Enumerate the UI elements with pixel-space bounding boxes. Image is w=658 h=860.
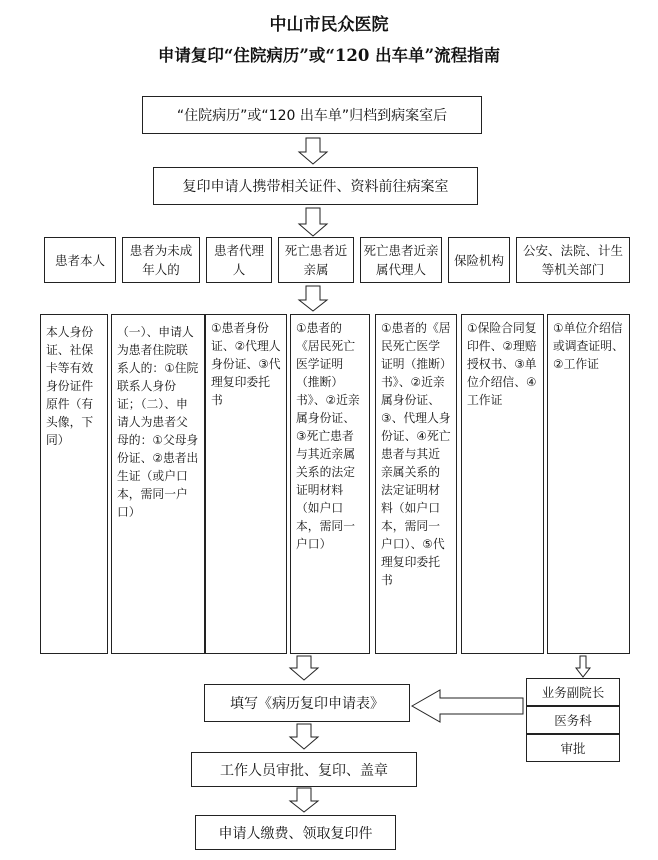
- page-title: 申请复印“住院病历”或“120 出车单”流程指南: [157, 46, 501, 65]
- down-arrow-2: [299, 208, 327, 236]
- docs-patient-self: 本人身份证、社保卡等有效身份证件原件（有头像，下同）: [40, 314, 108, 654]
- approval-vice-president: 业务副院长: [526, 678, 620, 706]
- step-fill-form: 填写《病历复印申请表》: [204, 684, 410, 722]
- down-arrow-4: [290, 656, 318, 680]
- category-patient-self: 患者本人: [44, 237, 116, 283]
- docs-minor-patient: （一）、申请人为患者住院联系人的：①住院联系人身份证；（二）、申请人为患者父母的：①父母身份证、②患者出生证（或户口本，需同一户口）: [111, 314, 205, 654]
- left-arrow-approval: [412, 690, 523, 722]
- docs-insurance: ①保险合同复印件、②理赔授权书、③单位介绍信、④工作证: [461, 314, 544, 654]
- down-arrow-approval: [576, 656, 590, 677]
- step-archive: “住院病历”或“120 出车单”归档到病案室后: [142, 96, 482, 134]
- category-government: 公安、法院、计生等机关部门: [516, 237, 630, 283]
- category-insurance: 保险机构: [448, 237, 510, 283]
- category-deceased-relative-agent: 死亡患者近亲属代理人: [360, 237, 442, 283]
- down-arrow-1: [299, 138, 327, 164]
- docs-deceased-relative-agent: ①患者的《居民死亡医学证明（推断）书》、②近亲属身份证、③、代理人身份证、④死亡患者与其近亲属关系的法定证明材料（如户口本，需同一户口）、⑤代理复印委托书: [375, 314, 457, 654]
- docs-deceased-relative: ①患者的《居民死亡医学证明（推断）书》、②近亲属身份证、③死亡患者与其近亲属关系的法定证明材料（如户口本，需同一户口）: [290, 314, 370, 654]
- approval-approve: 审批: [526, 734, 620, 762]
- down-arrow-5: [290, 724, 318, 749]
- down-arrow-3: [299, 286, 327, 311]
- docs-government: ①单位介绍信或调查证明、②工作证: [547, 314, 630, 654]
- hospital-name: 中山市民众医院: [269, 15, 389, 35]
- docs-patient-agent: ①患者身份证、②代理人身份证、③代理复印委托书: [205, 314, 287, 654]
- step-pay-collect: 申请人缴费、领取复印件: [195, 815, 396, 850]
- category-minor-patient: 患者为未成年人的: [122, 237, 200, 283]
- down-arrow-6: [290, 788, 318, 812]
- step-review-copy-stamp: 工作人员审批、复印、盖章: [191, 752, 417, 787]
- category-deceased-relative: 死亡患者近亲属: [278, 237, 354, 283]
- step-bring-documents: 复印申请人携带相关证件、资料前往病案室: [153, 167, 478, 205]
- category-patient-agent: 患者代理人: [206, 237, 272, 283]
- approval-medical-affairs: 医务科: [526, 706, 620, 734]
